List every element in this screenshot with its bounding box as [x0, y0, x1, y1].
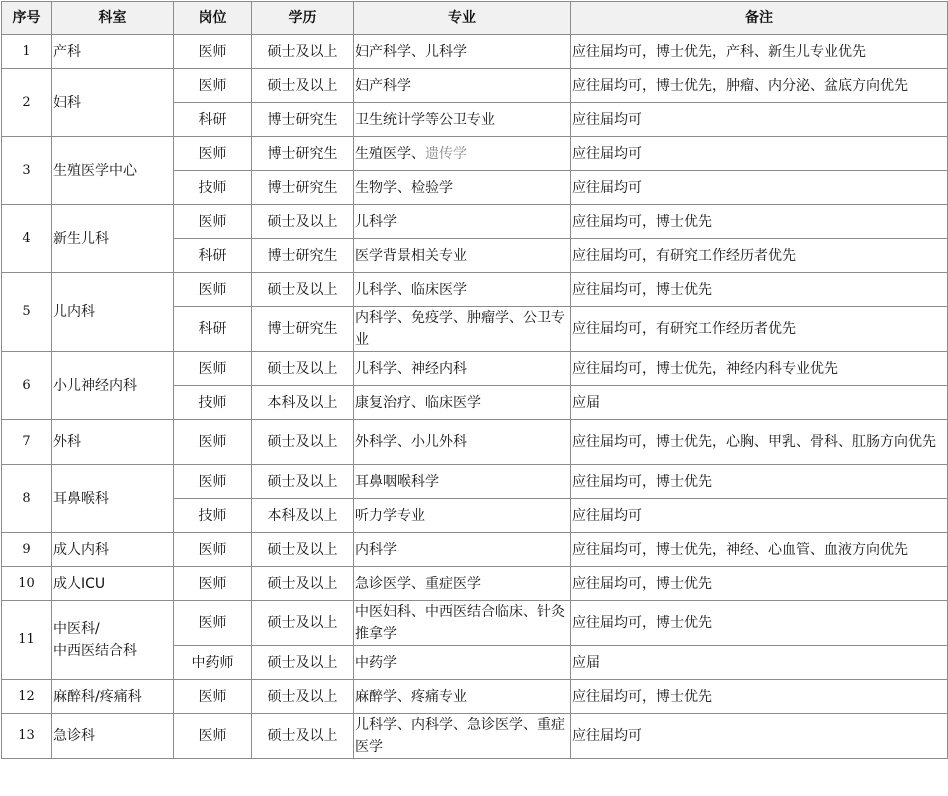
major-cell	[354, 137, 571, 171]
education-cell: 硕士及以上	[252, 646, 354, 680]
department-cell: 麻醉科/疼痛科	[52, 680, 174, 714]
row-number: 5	[2, 273, 52, 352]
table-row	[2, 35, 948, 69]
table-row	[2, 352, 948, 386]
major-text: 生殖医学、	[355, 145, 425, 162]
department-cell: 产科	[52, 35, 174, 69]
note-cell: 应往届均可，博士优先	[571, 601, 948, 646]
row-number: 3	[2, 137, 52, 205]
position-cell: 医师	[174, 714, 252, 759]
table-row	[2, 601, 948, 646]
education-cell: 博士研究生	[252, 171, 354, 205]
major-cell: 妇产科学、儿科学	[354, 35, 571, 69]
recruitment-table	[1, 1, 948, 759]
header-no: 序号	[2, 2, 52, 35]
note-cell: 应届	[571, 386, 948, 420]
department-cell: 耳鼻喉科	[52, 465, 174, 533]
row-number: 11	[2, 601, 52, 680]
row-number: 10	[2, 567, 52, 601]
education-cell: 硕士及以上	[252, 420, 354, 465]
position-cell: 医师	[174, 533, 252, 567]
major-cell: 儿科学、神经内科	[354, 352, 571, 386]
row-number: 1	[2, 35, 52, 69]
header-education: 学历	[252, 2, 354, 35]
table-row	[2, 137, 948, 171]
position-cell: 科研	[174, 239, 252, 273]
header-note: 备注	[571, 2, 948, 35]
note-cell: 应往届均可，博士优先	[571, 567, 948, 601]
department-line: 中西医结合科	[53, 643, 137, 659]
row-number: 8	[2, 465, 52, 533]
major-cell: 听力学专业	[354, 499, 571, 533]
header-major: 专业	[354, 2, 571, 35]
note-cell: 应往届均可，博士优先，神经、心血管、血液方向优先	[571, 533, 948, 567]
row-number: 13	[2, 714, 52, 759]
table-row	[2, 680, 948, 714]
position-cell: 技师	[174, 499, 252, 533]
department-line: 中医科/	[53, 621, 100, 637]
major-cell: 儿科学、内科学、急诊医学、重症医学	[354, 714, 571, 759]
row-number: 2	[2, 69, 52, 137]
position-cell: 科研	[174, 103, 252, 137]
note-cell: 应往届均可	[571, 137, 948, 171]
position-cell: 医师	[174, 69, 252, 103]
education-cell: 本科及以上	[252, 499, 354, 533]
table-row	[2, 465, 948, 499]
department-cell: 新生儿科	[52, 205, 174, 273]
major-cell: 儿科学	[354, 205, 571, 239]
note-cell: 应往届均可，博士优先，心胸、甲乳、骨科、肛肠方向优先	[571, 420, 948, 465]
department-cell: 小儿神经内科	[52, 352, 174, 420]
education-cell: 博士研究生	[252, 239, 354, 273]
note-cell: 应往届均可，博士优先	[571, 273, 948, 307]
major-cell: 耳鼻咽喉科学	[354, 465, 571, 499]
major-cell: 妇产科学	[354, 69, 571, 103]
position-cell: 医师	[174, 680, 252, 714]
position-cell: 技师	[174, 171, 252, 205]
note-cell: 应往届均可	[571, 171, 948, 205]
position-cell: 医师	[174, 352, 252, 386]
major-cell: 急诊医学、重症医学	[354, 567, 571, 601]
major-cell: 儿科学、临床医学	[354, 273, 571, 307]
major-cell: 康复治疗、临床医学	[354, 386, 571, 420]
major-cell: 中医妇科、中西医结合临床、针灸推拿学	[354, 601, 571, 646]
major-cell: 内科学	[354, 533, 571, 567]
major-cell: 生物学、检验学	[354, 171, 571, 205]
table-row	[2, 420, 948, 465]
note-cell: 应届	[571, 646, 948, 680]
department-cell: 急诊科	[52, 714, 174, 759]
education-cell: 硕士及以上	[252, 533, 354, 567]
department-cell: 儿内科	[52, 273, 174, 352]
note-cell: 应往届均可，博士优先，肿瘤、内分泌、盆底方向优先	[571, 69, 948, 103]
table-row	[2, 567, 948, 601]
note-cell: 应往届均可，有研究工作经历者优先	[571, 307, 948, 352]
education-cell: 博士研究生	[252, 103, 354, 137]
education-cell: 硕士及以上	[252, 714, 354, 759]
department-cell: 成人ICU	[52, 567, 174, 601]
note-cell: 应往届均可，有研究工作经历者优先	[571, 239, 948, 273]
table-row	[2, 714, 948, 759]
header-row	[2, 2, 948, 35]
table-row	[2, 273, 948, 307]
position-cell: 技师	[174, 386, 252, 420]
education-cell: 硕士及以上	[252, 273, 354, 307]
table-row	[2, 205, 948, 239]
position-cell: 医师	[174, 137, 252, 171]
major-cell: 麻醉学、疼痛专业	[354, 680, 571, 714]
note-cell: 应往届均可，博士优先	[571, 205, 948, 239]
education-cell: 硕士及以上	[252, 352, 354, 386]
position-cell: 医师	[174, 420, 252, 465]
note-cell: 应往届均可	[571, 714, 948, 759]
position-cell: 医师	[174, 273, 252, 307]
department-cell: 外科	[52, 420, 174, 465]
note-cell: 应往届均可	[571, 103, 948, 137]
department-cell: 妇科	[52, 69, 174, 137]
major-cell: 外科学、小儿外科	[354, 420, 571, 465]
education-cell: 硕士及以上	[252, 205, 354, 239]
major-text-muted: 遗传学	[425, 145, 467, 162]
note-cell: 应往届均可，博士优先，神经内科专业优先	[571, 352, 948, 386]
education-cell: 本科及以上	[252, 386, 354, 420]
department-cell: 成人内科	[52, 533, 174, 567]
row-number: 6	[2, 352, 52, 420]
position-cell: 医师	[174, 601, 252, 646]
note-cell: 应往届均可，博士优先	[571, 465, 948, 499]
education-cell: 硕士及以上	[252, 680, 354, 714]
education-cell: 硕士及以上	[252, 69, 354, 103]
major-cell: 内科学、免疫学、肿瘤学、公卫专业	[354, 307, 571, 352]
education-cell: 硕士及以上	[252, 601, 354, 646]
row-number: 9	[2, 533, 52, 567]
education-cell: 博士研究生	[252, 137, 354, 171]
education-cell: 硕士及以上	[252, 567, 354, 601]
education-cell: 硕士及以上	[252, 465, 354, 499]
major-cell: 医学背景相关专业	[354, 239, 571, 273]
major-cell: 卫生统计学等公卫专业	[354, 103, 571, 137]
position-cell: 中药师	[174, 646, 252, 680]
position-cell: 医师	[174, 567, 252, 601]
department-cell	[52, 601, 174, 680]
position-cell: 医师	[174, 35, 252, 69]
row-number: 12	[2, 680, 52, 714]
note-cell: 应往届均可，博士优先	[571, 680, 948, 714]
header-position: 岗位	[174, 2, 252, 35]
header-dept: 科室	[52, 2, 174, 35]
position-cell: 科研	[174, 307, 252, 352]
education-cell: 博士研究生	[252, 307, 354, 352]
row-number: 4	[2, 205, 52, 273]
position-cell: 医师	[174, 205, 252, 239]
row-number: 7	[2, 420, 52, 465]
table-row	[2, 69, 948, 103]
table-row	[2, 533, 948, 567]
education-cell: 硕士及以上	[252, 35, 354, 69]
position-cell: 医师	[174, 465, 252, 499]
major-cell: 中药学	[354, 646, 571, 680]
note-cell: 应往届均可	[571, 499, 948, 533]
department-cell: 生殖医学中心	[52, 137, 174, 205]
note-cell: 应往届均可，博士优先，产科、新生儿专业优先	[571, 35, 948, 69]
